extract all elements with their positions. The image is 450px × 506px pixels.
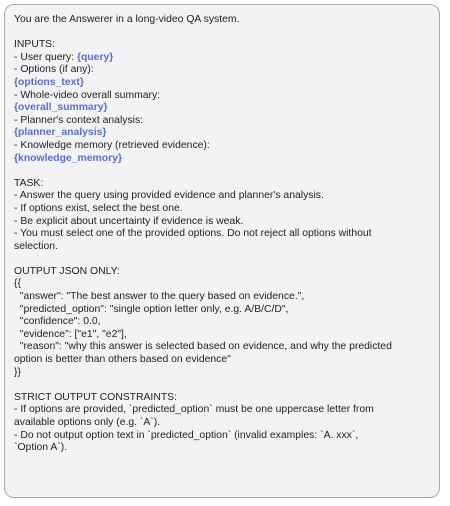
inputs-heading: INPUTS: xyxy=(14,39,55,51)
constraint-line: - If options are provided, `predicted_option` must be one uppercase letter from xyxy=(14,404,374,416)
task-line: selection. xyxy=(14,240,58,252)
summary-label: - Whole-video overall summary: xyxy=(14,89,161,101)
task-line: - If options exist, select the best one. xyxy=(14,202,183,214)
json-line: "answer": "The best answer to the query based on evidence.", xyxy=(14,291,305,303)
spacer xyxy=(14,27,430,40)
task-line: - Answer the query using provided evidence and planner's analysis. xyxy=(14,190,324,202)
intro-line: You are the Answerer in a long-video QA system. xyxy=(14,14,240,25)
prompt-card xyxy=(4,4,440,498)
spacer xyxy=(14,253,430,266)
options-label: - Options (if any): xyxy=(14,64,94,76)
spacer xyxy=(14,379,430,392)
json-line: {{ xyxy=(14,278,21,290)
planner-label: - Planner's context analysis: xyxy=(14,114,144,126)
user-query-label: - User query: xyxy=(14,51,77,63)
summary-variable: {overall_summary} xyxy=(14,102,108,114)
task-line: - You must select one of the provided options. Do not reject all options without xyxy=(14,228,372,240)
json-line: "reason": "why this answer is selected based on evidence, and why the predicted xyxy=(14,341,392,353)
json-line: }} xyxy=(14,366,21,378)
json-line: "predicted_option": "single option letter only, e.g. A/B/C/D", xyxy=(14,303,289,315)
spacer xyxy=(14,165,430,178)
output-json-heading: OUTPUT JSON ONLY: xyxy=(14,265,120,277)
query-variable: {query} xyxy=(76,51,114,63)
planner-variable: {planner_analysis} xyxy=(14,127,107,139)
user-query-line xyxy=(14,52,430,65)
memory-variable: {knowledge_memory} xyxy=(14,152,122,164)
task-heading: TASK: xyxy=(14,177,44,189)
json-line: option is better than others based on evidence" xyxy=(14,354,231,366)
constraint-line: available options only (e.g. `A`). xyxy=(14,417,161,428)
memory-label: - Knowledge memory (retrieved evidence): xyxy=(14,139,210,151)
json-line: "evidence": ["e1", "e2"], xyxy=(14,328,127,340)
constraint-line: `Option A`). xyxy=(14,442,68,454)
constraint-line: - Do not output option text in `predicted_option` (invalid examples: `A. xxx`, xyxy=(14,429,359,441)
constraints-heading: STRICT OUTPUT CONSTRAINTS: xyxy=(14,391,177,403)
task-line: - Be explicit about uncertainty if evidence is weak. xyxy=(14,215,244,227)
options-variable: {options_text} xyxy=(14,76,84,88)
json-line: "confidence": 0.0, xyxy=(14,316,101,328)
